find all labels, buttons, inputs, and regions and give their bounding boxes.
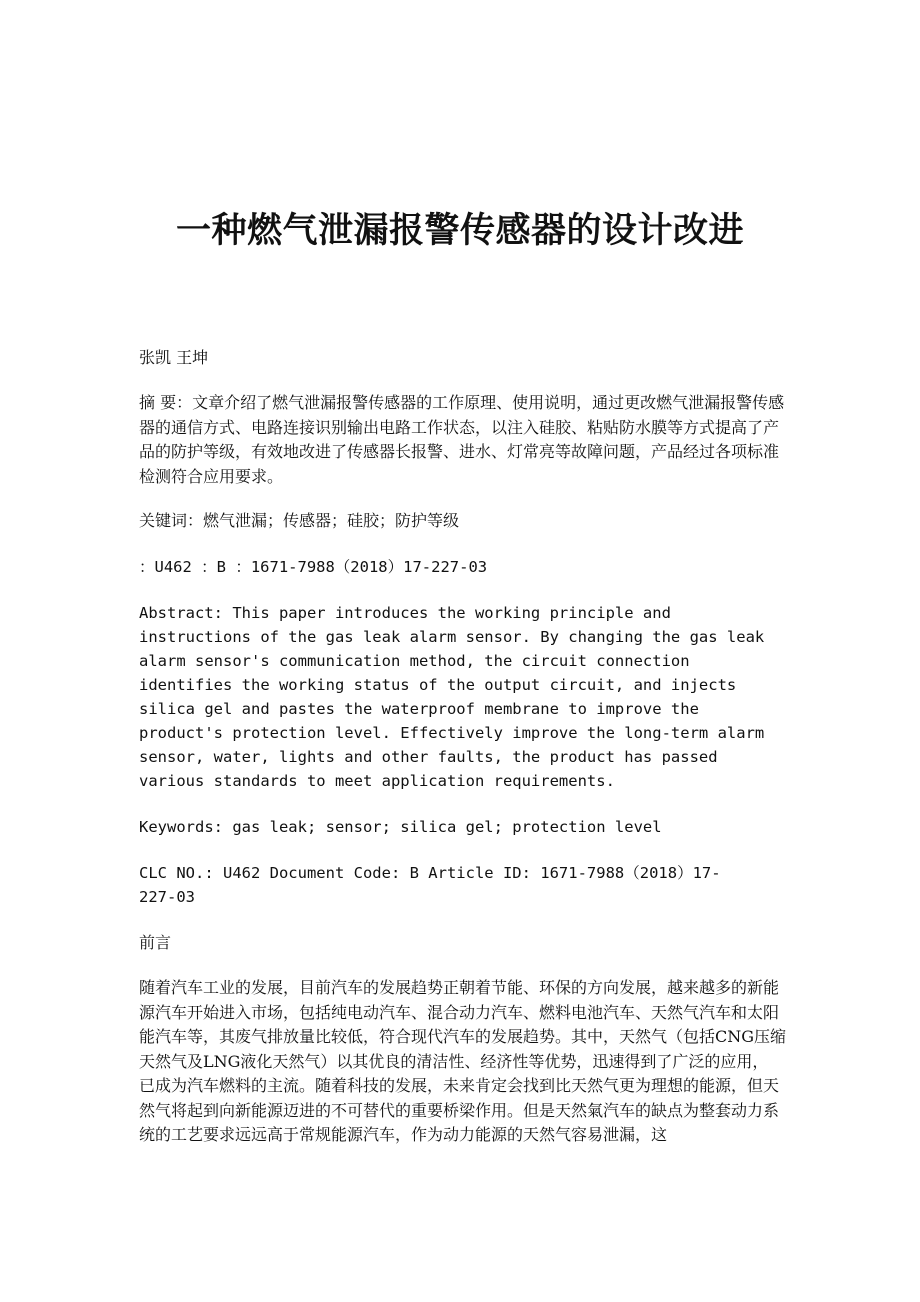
document-title: 一种燃气泄漏报警传感器的设计改进 bbox=[175, 210, 744, 252]
abstract-chinese: 摘 要：文章介绍了燃气泄漏报警传感器的工作原理、使用说明，通过更改燃气泄漏报警传感器的通信方式、电路连接识别输出电路工作状态，以注入硅胶、粘贴防水膜等方式提高了产品的防护等级，有效地改进了传感器长报警、进水、灯常亮等故障问题，产品经过各项标准检测符合应用要求。 bbox=[139, 393, 785, 486]
classification-chinese: ：U462 ：B ：1671-7988（2018）17-227-03 bbox=[139, 558, 488, 576]
author-line: 张凯 王坤 bbox=[139, 348, 209, 367]
classification-english: CLC NO.: U462 Document Code: B Article ID: 1671-7988（2018）17- 227-03 bbox=[139, 864, 721, 906]
body-paragraph: 随着汽车工业的发展，目前汽车的发展趋势正朝着节能、环保的方向发展，越来越多的新能源汽车开始进入市场，包括纯电动汽车、混合动力汽车、燃料电池汽车、天然气汽车和太阳能汽车等，其废气排放量比较低，符合现代汽车的发展趋势。其中，天然气（包括CNG压缩天然气及LNG液化天然气）以其优良的清洁性、经济性等优势，迅速得到了广泛的应用， 已成为汽车燃料的主流。随着科技的发展，未来肯定会找到比天然气更为理想的能源，但天然气将起到向新能源迈进的不可替代的重要桥梁作用。但是天然氣汽车的缺点为整套动力系统的工艺要求远远高于常规能源汽车，作为动力能源的天然气容易泄漏，这 bbox=[139, 978, 787, 1144]
section-heading-preface: 前言 bbox=[139, 933, 172, 952]
abstract-english: Abstract: This paper introduces the working principle and instructions of the gas leak alarm sensor. By changing the gas leak alarm sensor's communication method, the circuit connection identifies the working status of the output circuit, and injects silica gel and pastes the waterproof membrane to improve the product's protection level. Effectively improve the long-term alarm sensor, water, lights and other faults, the product has passed various standards to meet application requirements. bbox=[139, 604, 765, 790]
keywords-english: Keywords: gas leak; sensor; silica gel; protection level bbox=[139, 818, 662, 836]
keywords-chinese: 关键词：燃气泄漏；传感器；硅胶；防护等级 bbox=[139, 511, 460, 530]
